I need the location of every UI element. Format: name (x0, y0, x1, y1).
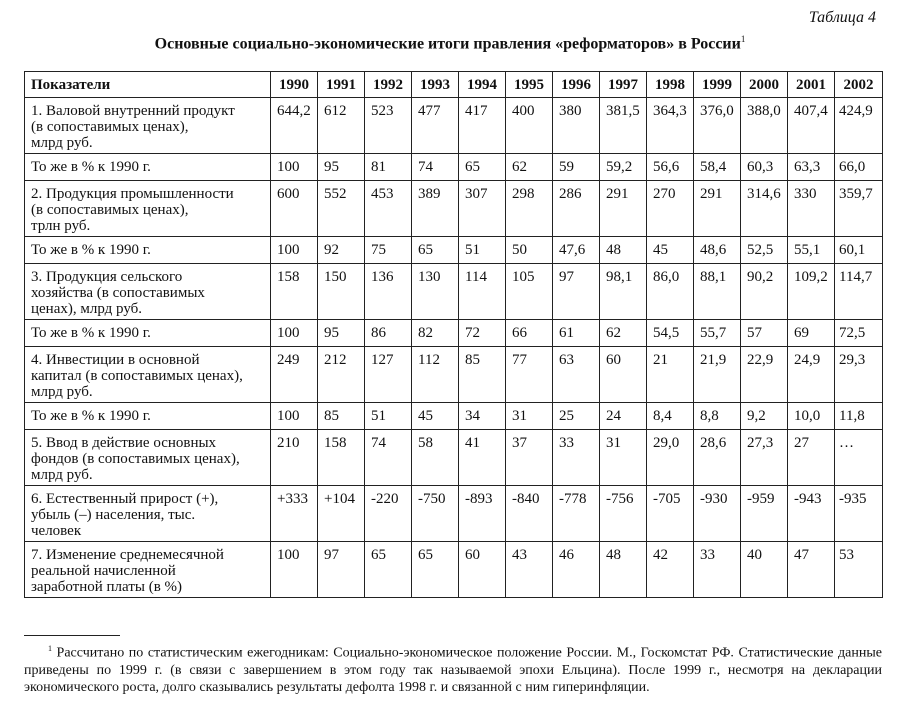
indicator-cell: То же в % к 1990 г. (25, 237, 271, 264)
value-cell: 210 (271, 430, 318, 486)
value-cell: 100 (271, 403, 318, 430)
value-cell: 389 (412, 181, 459, 237)
value-cell: 24 (600, 403, 647, 430)
value-cell: -943 (788, 486, 835, 542)
value-cell: 644,2 (271, 98, 318, 154)
value-cell: 424,9 (835, 98, 883, 154)
value-cell: 37 (506, 430, 553, 486)
value-cell: -750 (412, 486, 459, 542)
value-cell: 74 (412, 154, 459, 181)
table-body (25, 98, 883, 598)
value-cell: 11,8 (835, 403, 883, 430)
value-cell: 55,1 (788, 237, 835, 264)
indicator-cell: 7. Изменение среднемесячной реальной начисленной заработной платы (в %) (25, 542, 271, 598)
value-cell: 45 (412, 403, 459, 430)
value-cell: 62 (506, 154, 553, 181)
value-cell: +104 (318, 486, 365, 542)
value-cell: 63 (553, 347, 600, 403)
stats-table (24, 71, 883, 598)
value-cell: 376,0 (694, 98, 741, 154)
header-indicators: Показатели (25, 72, 271, 98)
value-cell: 72,5 (835, 320, 883, 347)
value-cell: 74 (365, 430, 412, 486)
value-cell: 52,5 (741, 237, 788, 264)
footnote (24, 640, 882, 696)
header-year: 2001 (788, 72, 835, 98)
value-cell: 100 (271, 154, 318, 181)
value-cell: 65 (412, 237, 459, 264)
value-cell: 136 (365, 264, 412, 320)
value-cell: 92 (318, 237, 365, 264)
value-cell: 48 (600, 542, 647, 598)
indicator-cell: 4. Инвестиции в основной капитал (в сопоставимых ценах), млрд руб. (25, 347, 271, 403)
header-year: 1991 (318, 72, 365, 98)
value-cell: 55,7 (694, 320, 741, 347)
value-cell: -930 (694, 486, 741, 542)
value-cell: 98,1 (600, 264, 647, 320)
value-cell: 97 (318, 542, 365, 598)
value-cell: 31 (506, 403, 553, 430)
value-cell: 25 (553, 403, 600, 430)
value-cell: 42 (647, 542, 694, 598)
value-cell: 51 (459, 237, 506, 264)
value-cell: 81 (365, 154, 412, 181)
value-cell: 381,5 (600, 98, 647, 154)
value-cell: 112 (412, 347, 459, 403)
value-cell: 45 (647, 237, 694, 264)
table-header-row (25, 72, 883, 98)
value-cell: +333 (271, 486, 318, 542)
value-cell: 552 (318, 181, 365, 237)
title-footnote-mark: 1 (740, 34, 746, 44)
value-cell: 56,6 (647, 154, 694, 181)
table-row (25, 430, 883, 486)
value-cell: 380 (553, 98, 600, 154)
value-cell: 43 (506, 542, 553, 598)
value-cell: -778 (553, 486, 600, 542)
value-cell: 109,2 (788, 264, 835, 320)
value-cell: 54,5 (647, 320, 694, 347)
value-cell: 249 (271, 347, 318, 403)
value-cell: 33 (553, 430, 600, 486)
header-year: 1990 (271, 72, 318, 98)
value-cell: -893 (459, 486, 506, 542)
value-cell: 58 (412, 430, 459, 486)
value-cell: 90,2 (741, 264, 788, 320)
value-cell: -935 (835, 486, 883, 542)
indicator-cell: 3. Продукция сельского хозяйства (в сопоставимых ценах), млрд руб. (25, 264, 271, 320)
value-cell: 22,9 (741, 347, 788, 403)
value-cell: -959 (741, 486, 788, 542)
value-cell: 10,0 (788, 403, 835, 430)
value-cell: 100 (271, 542, 318, 598)
header-year: 2000 (741, 72, 788, 98)
value-cell: 95 (318, 320, 365, 347)
indicator-cell: 1. Валовой внутренний продукт (в сопоставимых ценах), млрд руб. (25, 98, 271, 154)
value-cell: 21,9 (694, 347, 741, 403)
value-cell: -220 (365, 486, 412, 542)
value-cell: 407,4 (788, 98, 835, 154)
value-cell: 8,4 (647, 403, 694, 430)
value-cell: 62 (600, 320, 647, 347)
value-cell: 359,7 (835, 181, 883, 237)
value-cell: 77 (506, 347, 553, 403)
value-cell: 27 (788, 430, 835, 486)
value-cell: 612 (318, 98, 365, 154)
value-cell: 298 (506, 181, 553, 237)
title-text: Основные социально-экономические итоги правления «реформаторов» в России (154, 35, 741, 53)
indicator-cell: То же в % к 1990 г. (25, 154, 271, 181)
table-row (25, 154, 883, 181)
value-cell: 60,3 (741, 154, 788, 181)
value-cell: 48 (600, 237, 647, 264)
value-cell: 48,6 (694, 237, 741, 264)
value-cell: 330 (788, 181, 835, 237)
header-year: 1995 (506, 72, 553, 98)
value-cell: 291 (694, 181, 741, 237)
value-cell: 477 (412, 98, 459, 154)
value-cell: 82 (412, 320, 459, 347)
header-year: 1999 (694, 72, 741, 98)
header-year: 1992 (365, 72, 412, 98)
value-cell: 86,0 (647, 264, 694, 320)
table-row (25, 486, 883, 542)
value-cell: 158 (318, 430, 365, 486)
value-cell: -756 (600, 486, 647, 542)
value-cell: 114 (459, 264, 506, 320)
value-cell: 66,0 (835, 154, 883, 181)
table-row (25, 347, 883, 403)
value-cell: 59,2 (600, 154, 647, 181)
value-cell: 600 (271, 181, 318, 237)
value-cell: 47 (788, 542, 835, 598)
value-cell: 127 (365, 347, 412, 403)
table-row (25, 403, 883, 430)
value-cell: 114,7 (835, 264, 883, 320)
value-cell: 8,8 (694, 403, 741, 430)
table-row (25, 542, 883, 598)
value-cell: 28,6 (694, 430, 741, 486)
value-cell: 212 (318, 347, 365, 403)
value-cell: 51 (365, 403, 412, 430)
value-cell: 41 (459, 430, 506, 486)
header-year: 1997 (600, 72, 647, 98)
value-cell: 59 (553, 154, 600, 181)
header-year: 1994 (459, 72, 506, 98)
value-cell: 29,3 (835, 347, 883, 403)
header-year: 1993 (412, 72, 459, 98)
value-cell: 69 (788, 320, 835, 347)
value-cell: 24,9 (788, 347, 835, 403)
value-cell: 65 (459, 154, 506, 181)
value-cell: 27,3 (741, 430, 788, 486)
value-cell: 100 (271, 237, 318, 264)
value-cell: 58,4 (694, 154, 741, 181)
value-cell: 85 (318, 403, 365, 430)
indicator-cell: То же в % к 1990 г. (25, 403, 271, 430)
value-cell: 66 (506, 320, 553, 347)
value-cell: 100 (271, 320, 318, 347)
header-year: 1996 (553, 72, 600, 98)
value-cell: 88,1 (694, 264, 741, 320)
table-label: Таблица 4 (808, 9, 876, 26)
value-cell: 364,3 (647, 98, 694, 154)
footnote-text: Рассчитано по статистическим ежегодникам: Социально-экономическое положение России. М., Госкомстат РФ. Статистические данные приведены по 1999 г. (в связи с завершением в этом году так называемой эпохи Ельцина). После 1999 г., несмотря на декларации экономического роста, долго сказывались результаты дефолта 1998 г. и связанной с ним гиперинфляции. (24, 645, 882, 695)
value-cell: 400 (506, 98, 553, 154)
value-cell: 105 (506, 264, 553, 320)
value-cell: 453 (365, 181, 412, 237)
value-cell: 158 (271, 264, 318, 320)
header-year: 1998 (647, 72, 694, 98)
table-row (25, 98, 883, 154)
value-cell: 46 (553, 542, 600, 598)
value-cell: 307 (459, 181, 506, 237)
value-cell: 63,3 (788, 154, 835, 181)
value-cell: 40 (741, 542, 788, 598)
footnote-mark: 1 (48, 644, 52, 653)
indicator-cell: То же в % к 1990 г. (25, 320, 271, 347)
value-cell: 417 (459, 98, 506, 154)
indicator-cell: 5. Ввод в действие основных фондов (в сопоставимых ценах), млрд руб. (25, 430, 271, 486)
value-cell: 65 (412, 542, 459, 598)
value-cell: 286 (553, 181, 600, 237)
value-cell: 57 (741, 320, 788, 347)
value-cell: 97 (553, 264, 600, 320)
value-cell: 388,0 (741, 98, 788, 154)
table-row (25, 320, 883, 347)
indicator-cell: 6. Естественный прирост (+), убыль (–) населения, тыс. человек (25, 486, 271, 542)
value-cell: 523 (365, 98, 412, 154)
value-cell: 130 (412, 264, 459, 320)
footnote-divider (24, 635, 120, 636)
value-cell: -705 (647, 486, 694, 542)
value-cell: 86 (365, 320, 412, 347)
table-row (25, 264, 883, 320)
value-cell: 61 (553, 320, 600, 347)
value-cell: 50 (506, 237, 553, 264)
value-cell: 270 (647, 181, 694, 237)
value-cell: 31 (600, 430, 647, 486)
value-cell: -840 (506, 486, 553, 542)
value-cell: 29,0 (647, 430, 694, 486)
value-cell: 60,1 (835, 237, 883, 264)
value-cell: 21 (647, 347, 694, 403)
value-cell: 291 (600, 181, 647, 237)
value-cell: 95 (318, 154, 365, 181)
page-title (24, 34, 876, 53)
value-cell: 33 (694, 542, 741, 598)
value-cell: 34 (459, 403, 506, 430)
value-cell: 75 (365, 237, 412, 264)
value-cell: 47,6 (553, 237, 600, 264)
value-cell: 72 (459, 320, 506, 347)
table-row (25, 181, 883, 237)
value-cell: 60 (459, 542, 506, 598)
value-cell: 60 (600, 347, 647, 403)
value-cell: 53 (835, 542, 883, 598)
value-cell: 65 (365, 542, 412, 598)
value-cell: 85 (459, 347, 506, 403)
indicator-cell: 2. Продукция промышленности (в сопоставимых ценах), трлн руб. (25, 181, 271, 237)
value-cell: 9,2 (741, 403, 788, 430)
value-cell: 314,6 (741, 181, 788, 237)
header-year: 2002 (835, 72, 883, 98)
table-row (25, 237, 883, 264)
value-cell: 150 (318, 264, 365, 320)
value-cell: … (835, 430, 883, 486)
